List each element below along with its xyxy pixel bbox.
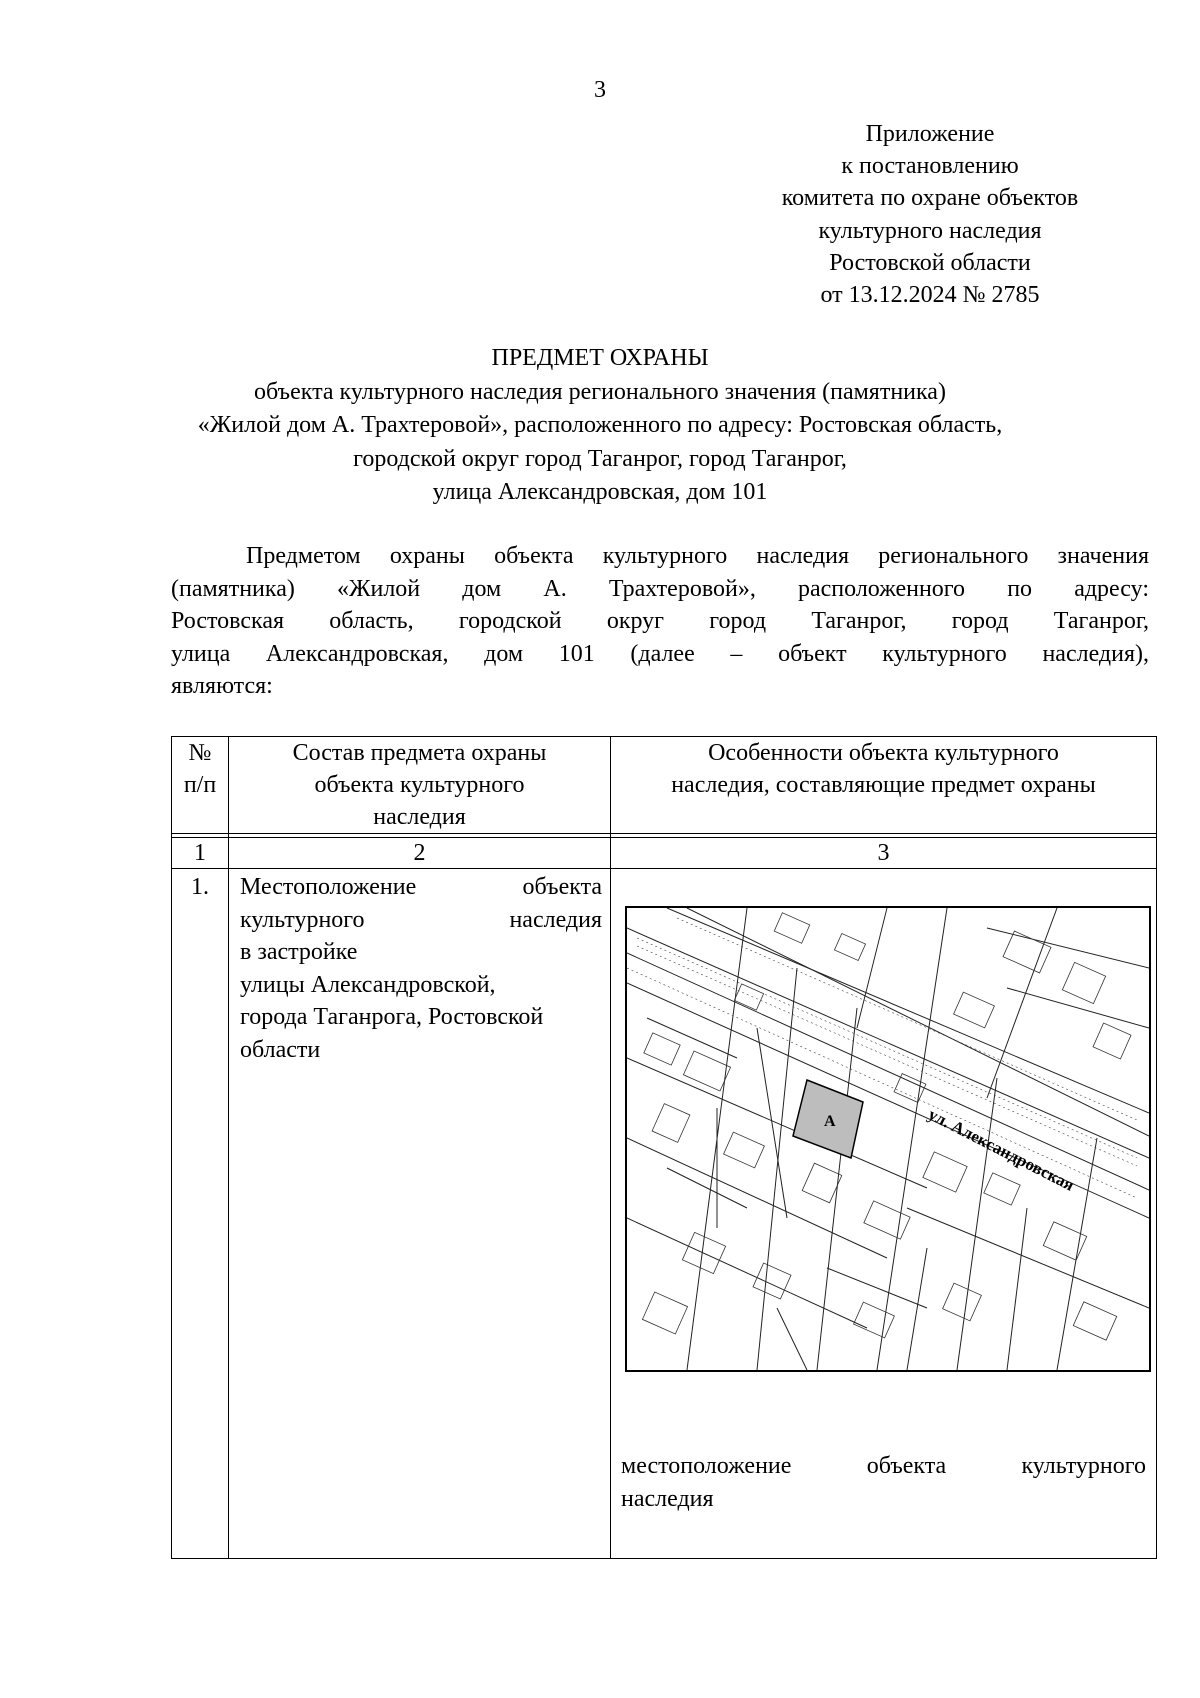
document-title	[0, 342, 1200, 510]
title-heading: ПРЕДМЕТ ОХРАНЫ	[491, 345, 709, 371]
page-number: 3	[594, 77, 606, 103]
appendix-line: Ростовской области	[829, 249, 1031, 276]
table-row	[172, 869, 1157, 1559]
intro-line: Предметом охраны объекта культурного наследия регионального значения	[246, 543, 1149, 569]
column-number: 1	[172, 838, 229, 869]
appendix-line: культурного наследия	[818, 217, 1042, 244]
intro-line: (памятника) «Жилой дом А. Трахтеровой», расположенного по адресу:	[171, 575, 1149, 602]
appendix-line: к постановлению	[841, 153, 1019, 180]
protection-subject-table	[171, 736, 1157, 1559]
location-map	[625, 906, 1151, 1372]
title-line: городской округ город Таганрог, город Таганрог,	[353, 445, 847, 472]
row-number: 1.	[172, 869, 229, 1559]
title-line: объекта культурного наследия регионального значения (памятника)	[254, 378, 946, 405]
header-number: № п/п	[172, 737, 229, 834]
title-line: «Жилой дом А. Трахтеровой», расположенного по адресу: Ростовская область,	[197, 412, 1003, 438]
title-line: улица Александровская, дом 101	[432, 479, 768, 505]
map-caption: местоположение объекта культурного наследия	[621, 1453, 1146, 1512]
header-composition: Состав предмета охраны объекта культурного наследия	[229, 737, 611, 834]
intro-line: улица Александровская, дом 101 (далее – объект культурного наследия),	[171, 640, 1149, 667]
intro-line: Ростовская область, городской округ город Таганрог, город Таганрог,	[171, 608, 1149, 634]
appendix-line: Приложение	[865, 121, 995, 147]
cadastral-map-image	[627, 908, 1149, 1370]
appendix-line: комитета по охране объектов	[781, 185, 1079, 212]
header-features: Особенности объекта культурного наследия, составляющие предмет охраны	[611, 737, 1157, 834]
map-marker-label: А	[824, 1113, 836, 1130]
appendix-line: от 13.12.2024 № 2785	[820, 282, 1040, 309]
column-number: 3	[611, 838, 1157, 869]
map-street-label: ул. Александровская	[925, 1104, 1078, 1195]
table-header-row	[172, 737, 1157, 834]
intro-line: являются:	[171, 673, 273, 699]
appendix-block	[680, 118, 1180, 311]
row-features	[611, 869, 1157, 1559]
row-composition: Местоположение объекта культурного наследия в застройке улицы Александровской, города Таганрога, Ростовской области	[229, 869, 611, 1559]
column-number: 2	[229, 838, 611, 869]
intro-paragraph	[171, 540, 1149, 703]
column-number-row	[172, 838, 1157, 869]
